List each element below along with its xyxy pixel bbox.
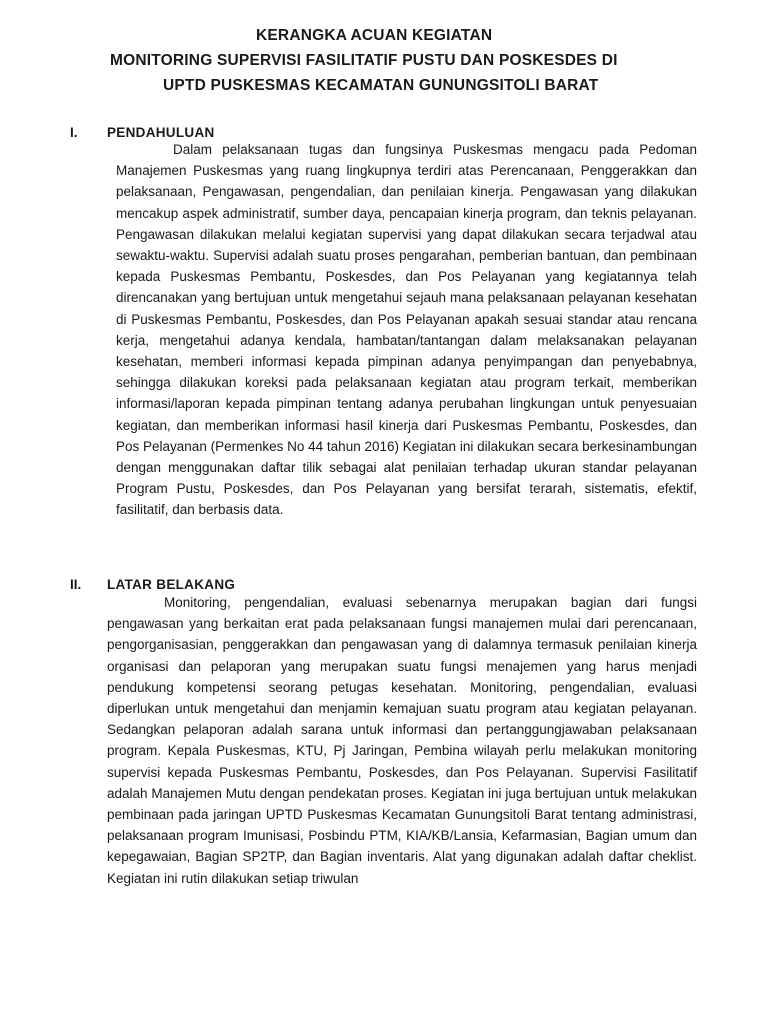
section-1-heading: PENDAHULUAN (107, 125, 215, 140)
section-2-paragraph: Monitoring, pengendalian, evaluasi sebenarnya merupakan bagian dari fungsi pengawasan yang berkaitan erat pada pelaksanaan fungsi manajemen mulai dari perencanaan, pengorganisasian, penggerakkan dan pengawasan yang di dalamnya termasuk penilaian kinerja organisasi dan pelaporan yang merupakan suatu fungsi menajemen yang harus menjadi pendukung kompetensi seorang petugas kesehatan. Monitoring, pengendalian, evaluasi diperlukan untuk mengetahui dan menjamin kemajuan suatu program atau kegiatan pelayanan. Sedangkan pelaporan adalah sarana untuk informasi dan pertanggungjawaban pelaksanaan program. Kepala Puskesmas, KTU, Pj Jaringan, Pembina wilayah perlu melakukan monitoring supervisi kepada Puskesmas Pembantu, Poskesdes, dan Pos Pelayanan. Supervisi Fasilitatif adalah Manajemen Mutu dengan pendekatan proses. Kegiatan ini juga bertujuan untuk melakukan pembinaan pada jaringan UPTD Puskesmas Kecamatan Gunungsitoli Barat tentang administrasi, pelaksanaan program Imunisasi, Posbindu PTM, KIA/KB/Lansia, Kefarmasian, Bagian umum dan kepegawaian, Bagian SP2TP, dan Bagian inventaris. Alat yang digunakan adalah daftar cheklist. Kegiatan ini rutin dilakukan setiap triwulan (107, 595, 697, 886)
document-subtitle-line-1: MONITORING SUPERVISI FASILITATIF PUSTU DAN POSKESDES DI (110, 52, 618, 69)
document-subtitle-line-2: UPTD PUSKESMAS KECAMATAN GUNUNGSITOLI BARAT (163, 77, 599, 94)
section-2-number: II. (70, 577, 82, 592)
section-1-paragraph: Dalam pelaksanaan tugas dan fungsinya Puskesmas mengacu pada Pedoman Manajemen Puskesmas yang ruang lingkupnya terdiri atas Perencanaan, Penggerakkan dan pelaksanaan, Pengawasan, pengendalian, dan penilaian kinerja. Pengawasan yang dilakukan mencakup aspek administratif, sumber daya, pencapaian kinerja program, dan teknis pelayanan. Pengawasan dilakukan melalui kegiatan supervisi yang dapat dilakukan secara terjadwal atau sewaktu-waktu. Supervisi adalah suatu proses pengarahan, pemberian bantuan, dan pembinaan kepada Puskesmas Pembantu, Poskesdes, dan Pos Pelayanan yang kegiatannya telah direncanakan yang bertujuan untuk mengetahui sejauh mana pelaksanaan pelayanan kesehatan di Puskesmas Pembantu, Poskesdes, dan Pos Pelayanan apakah sesuai standar atau rencana kerja, mengetahui adanya kendala, hambatan/tantangan dalam melaksanakan pelayanan kesehatan, memberi informasi kepada pimpinan adanya penyimpangan dan penyebabnya, sehingga dilakukan koreksi pada pelaksanaan kegiatan atau program terkait, memberikan informasi/laporan kepada pimpinan tentang adanya perubahan lingkungan untuk penyesuaian kegiatan, dan memberikan informasi hasil kinerja dari Puskesmas Pembantu, Poskesdes, dan Pos Pelayanan (Permenkes No 44 tahun 2016) Kegiatan ini dilakukan secara berkesinambungan dengan menggunakan daftar tilik sebagai alat penilaian terhadap ukuran standar pelayanan Program Pustu, Poskesdes, dan Pos Pelayanan yang bersifat terarah, sistematis, efektif, fasilitatif, dan berbasis data. (116, 142, 697, 518)
section-2-heading: LATAR BELAKANG (107, 577, 236, 592)
section-1-number: I. (70, 125, 78, 140)
document-title: KERANGKA ACUAN KEGIATAN (256, 27, 493, 44)
